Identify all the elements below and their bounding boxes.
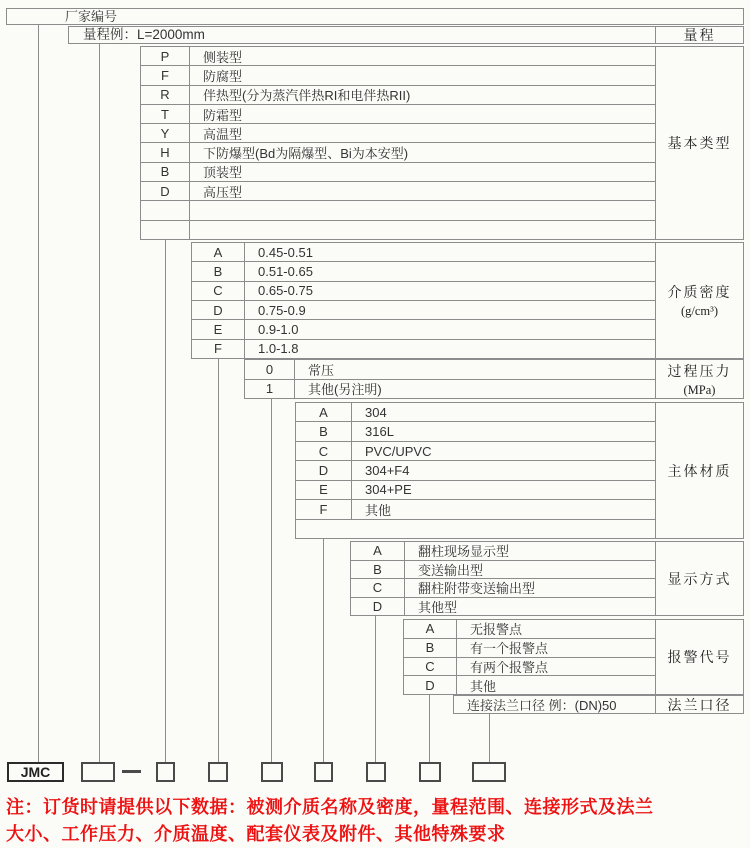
category-label-text: 过程压力 <box>667 364 732 380</box>
section-medium-density <box>191 242 744 359</box>
code-box-range <box>81 762 115 782</box>
model-code-label: JMC <box>20 764 51 780</box>
description-cell <box>296 520 655 538</box>
category-label-text: 基本类型 <box>667 137 732 152</box>
code-row <box>296 441 655 460</box>
code-cell: B <box>351 561 405 579</box>
connector-line-basic-type <box>165 240 166 762</box>
code-row <box>404 638 655 657</box>
description-cell: 0.9-1.0 <box>258 321 299 337</box>
code-cell: Y <box>141 124 190 142</box>
description-cell: 高温型 <box>203 126 243 142</box>
description-cell <box>190 221 655 239</box>
category-label-text: 介质密度 <box>667 286 732 301</box>
category-label-unit: (g/cm³) <box>680 304 719 318</box>
description-cell: 有两个报警点 <box>470 659 549 675</box>
category-label-medium-density <box>655 243 743 358</box>
code-cell: C <box>404 658 457 676</box>
range-category-label: 量程 <box>655 27 743 43</box>
code-cell <box>141 221 190 239</box>
description-cell: 有一个报警点 <box>470 641 549 657</box>
code-cell: A <box>404 620 457 638</box>
code-cell: T <box>141 105 190 123</box>
category-label-unit: (MPa) <box>683 382 716 397</box>
code-box-medium-density <box>208 762 228 782</box>
code-cell: B <box>404 639 457 657</box>
code-cell: P <box>141 47 190 65</box>
description-cell: 316L <box>365 424 394 440</box>
description-cell: 侧装型 <box>203 49 243 65</box>
code-row <box>351 542 655 560</box>
code-row <box>404 620 655 638</box>
description-cell: 其他 <box>470 678 497 694</box>
category-label-body-material <box>655 403 743 538</box>
code-cell: F <box>296 500 352 518</box>
code-row <box>296 403 655 421</box>
category-label-text: 显示方式 <box>667 572 732 588</box>
code-row <box>192 300 655 319</box>
section-alarm-code <box>403 619 744 695</box>
code-row <box>296 519 655 538</box>
code-cell <box>141 201 190 219</box>
code-cell: 0 <box>245 360 295 379</box>
code-box-basic-type <box>156 762 175 782</box>
code-box-flange-size <box>472 762 506 782</box>
code-cell: D <box>351 598 405 616</box>
category-label-process-pressure <box>655 360 743 398</box>
code-row <box>245 360 655 379</box>
code-cell: E <box>296 481 352 499</box>
description-cell: 连接法兰口径 例：(DN)50 <box>467 698 617 713</box>
section-basic-type <box>140 46 744 240</box>
category-label-flange-size <box>655 696 743 713</box>
code-cell: D <box>296 461 352 479</box>
code-box-body-material <box>314 762 333 782</box>
description-cell: 其他(另注明) <box>308 382 382 398</box>
code-row <box>141 123 655 142</box>
code-cell: D <box>192 301 245 319</box>
description-cell: 0.45-0.51 <box>258 244 313 260</box>
code-box-process-pressure <box>261 762 283 782</box>
description-cell: 0.75-0.9 <box>258 302 306 318</box>
code-cell: F <box>141 66 190 84</box>
separator-dash <box>122 770 141 773</box>
description-cell: 防腐型 <box>203 68 243 84</box>
description-cell: 0.65-0.75 <box>258 283 313 299</box>
category-label-alarm-code <box>655 620 743 694</box>
section-body-material <box>295 402 744 539</box>
ordering-note-line2: 大小、工作压力、介质温度、配套仪表及附件、其他特殊要求 <box>6 824 506 844</box>
code-row <box>141 47 655 65</box>
connector-line-manufacturer <box>38 24 39 762</box>
description-cell: 常压 <box>308 362 335 378</box>
code-cell: A <box>296 403 352 421</box>
range-example-text: 量程例：L=2000mm <box>83 27 205 42</box>
code-row <box>141 220 655 239</box>
code-cell: R <box>141 86 190 104</box>
code-row <box>141 200 655 219</box>
description-cell: 翻柱附带变送输出型 <box>418 581 536 597</box>
code-row <box>141 142 655 161</box>
code-row <box>141 162 655 181</box>
code-cell: 1 <box>245 380 295 399</box>
connector-line-process-pressure <box>271 399 272 762</box>
model-code-box <box>7 762 64 782</box>
code-box-alarm-code <box>419 762 441 782</box>
code-row <box>141 181 655 200</box>
code-cell: B <box>192 262 245 280</box>
description-cell: 变送输出型 <box>418 562 484 578</box>
code-cell: C <box>192 282 245 300</box>
code-cell: C <box>296 442 352 460</box>
range-row <box>68 26 744 44</box>
description-cell: 高压型 <box>203 184 243 200</box>
description-cell: 伴热型(分为蒸汽伴热RI和电伴热RII) <box>203 88 411 104</box>
code-row <box>192 243 655 261</box>
description-cell: 304+PE <box>365 482 412 498</box>
code-cell: D <box>141 182 190 200</box>
connector-line-flange-size <box>489 714 490 762</box>
code-box-display-mode <box>366 762 386 782</box>
manufacturer-number-box <box>6 8 744 25</box>
description-cell: 其他型 <box>418 599 458 615</box>
description-cell: 304+F4 <box>365 462 410 478</box>
category-label-basic-type <box>655 47 743 239</box>
description-cell: 其他 <box>365 502 392 518</box>
description-cell <box>190 201 655 219</box>
connector-line-body-material <box>323 539 324 762</box>
code-row <box>141 104 655 123</box>
code-row <box>296 460 655 479</box>
description-cell: 1.0-1.8 <box>258 341 299 357</box>
code-cell: A <box>192 243 245 261</box>
code-cell: C <box>351 579 405 597</box>
category-label-text: 主体材质 <box>667 464 732 480</box>
code-row <box>192 261 655 280</box>
description-cell: 下防爆型(Bd为隔爆型、Bi为本安型) <box>203 146 409 162</box>
code-cell: B <box>141 163 190 181</box>
code-row <box>192 281 655 300</box>
code-row <box>351 560 655 579</box>
connector-line-display-mode <box>375 616 376 762</box>
description-cell: 304 <box>365 404 387 420</box>
code-row <box>141 65 655 84</box>
connector-line-alarm-code <box>429 695 430 762</box>
code-row <box>192 319 655 338</box>
manufacturer-number-label: 厂家编号 <box>65 9 118 24</box>
description-cell: 防霜型 <box>203 107 243 123</box>
code-row <box>192 339 655 358</box>
description-cell: 翻柱现场显示型 <box>418 544 510 560</box>
code-cell: H <box>141 143 190 161</box>
category-label-display-mode <box>655 542 743 615</box>
section-process-pressure <box>244 359 744 399</box>
description-cell: 顶装型 <box>203 165 243 181</box>
code-row <box>296 480 655 499</box>
section-display-mode <box>350 541 744 616</box>
code-row <box>351 578 655 597</box>
ordering-note-line1: 注：订货时请提供以下数据：被测介质名称及密度，量程范围、连接形式及法兰 <box>6 797 654 817</box>
code-cell: B <box>296 422 352 440</box>
code-row <box>296 421 655 440</box>
code-row <box>351 597 655 616</box>
ordering-note <box>6 794 750 848</box>
description-cell: 无报警点 <box>470 622 523 638</box>
code-cell: D <box>404 676 457 694</box>
connector-line-range <box>99 43 100 762</box>
code-row <box>296 499 655 518</box>
section-flange-size <box>453 695 744 714</box>
code-row <box>245 379 655 399</box>
code-cell: A <box>351 542 405 560</box>
code-cell: E <box>192 320 245 338</box>
description-cell: 0.51-0.65 <box>258 263 313 279</box>
connector-line-medium-density <box>218 359 219 762</box>
category-label-text: 报警代号 <box>667 651 732 666</box>
code-row <box>404 675 655 694</box>
code-row <box>141 85 655 104</box>
code-row <box>404 657 655 676</box>
code-row <box>454 696 655 713</box>
description-cell: PVC/UPVC <box>365 443 432 459</box>
category-label-text: 法兰口径 <box>667 698 732 714</box>
code-cell: F <box>192 340 245 358</box>
